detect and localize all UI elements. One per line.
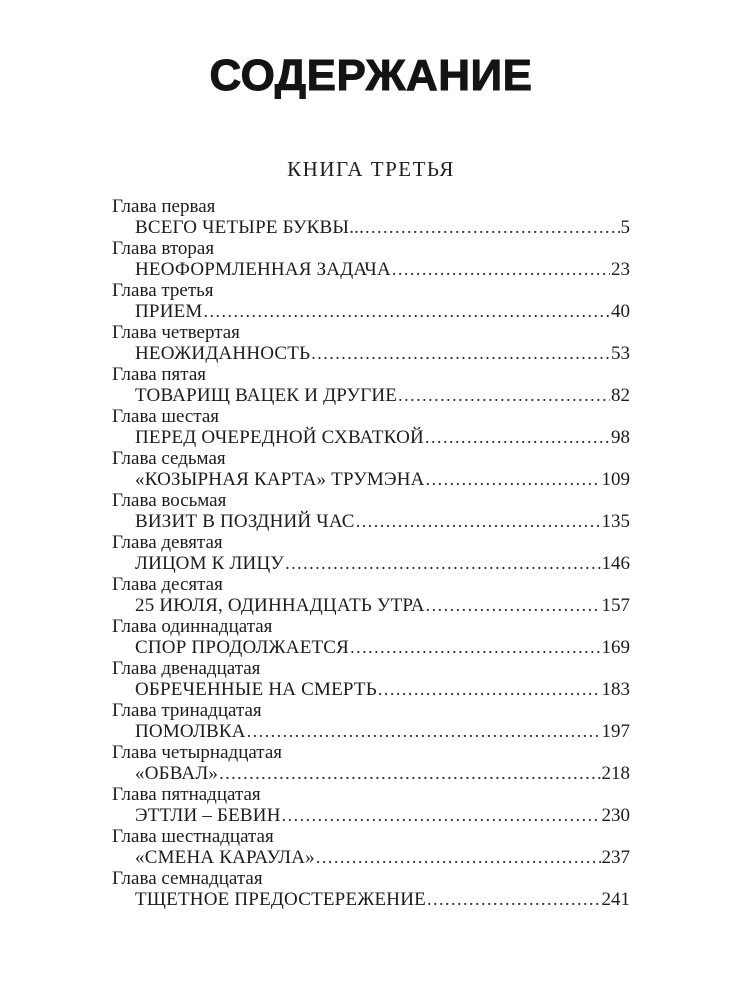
dot-leader	[316, 847, 601, 868]
dot-leader	[392, 259, 610, 280]
dot-leader	[311, 343, 610, 364]
chapter-title-line	[112, 721, 630, 742]
chapter-label: Глава шестая	[112, 406, 220, 428]
chapter-title: НЕОЖИДАННОСТЬ	[135, 343, 311, 365]
chapter-label: Глава одиннадцатая	[112, 616, 273, 638]
dot-leader	[204, 301, 610, 322]
dot-leader	[285, 553, 600, 574]
chapter-label: Глава шестнадцатая	[112, 826, 274, 848]
chapter-label: Глава первая	[112, 196, 216, 218]
page-number: 169	[601, 637, 630, 659]
table-of-contents	[112, 196, 630, 910]
dot-leader	[425, 427, 610, 448]
chapter-title-line	[112, 679, 630, 700]
section-heading: КНИГА ТРЕТЬЯ	[287, 157, 455, 182]
chapter-title: «ОБВАЛ»	[135, 763, 219, 785]
chapter-title-line	[112, 595, 630, 616]
chapter-title-line	[112, 301, 630, 322]
chapter-title: «СМЕНА КАРАУЛА»	[135, 847, 315, 869]
page-number: 157	[601, 595, 630, 617]
page-number: 218	[601, 763, 630, 785]
chapter-label: Глава восьмая	[112, 490, 227, 512]
page-number: 135	[601, 511, 630, 533]
page-number: 82	[611, 385, 630, 407]
toc-entry	[112, 616, 630, 658]
chapter-label: Глава девятая	[112, 532, 223, 554]
chapter-label: Глава семнадцатая	[112, 868, 263, 890]
toc-entry	[112, 490, 630, 532]
page-number: 98	[611, 427, 630, 449]
toc-entry	[112, 826, 630, 868]
chapter-label: Глава двенадцатая	[112, 658, 261, 680]
dot-leader	[247, 721, 601, 742]
chapter-title-line	[112, 217, 630, 238]
chapter-label: Глава десятая	[112, 574, 223, 596]
toc-entry	[112, 364, 630, 406]
chapter-title: ВИЗИТ В ПОЗДНИЙ ЧАС	[135, 511, 355, 533]
chapter-title: ЭТТЛИ – БЕВИН	[135, 805, 281, 827]
chapter-label: Глава пятнадцатая	[112, 784, 261, 806]
toc-entry	[112, 658, 630, 700]
chapter-title: СПОР ПРОДОЛЖАЕТСЯ	[135, 637, 350, 659]
toc-entry	[112, 406, 630, 448]
toc-entry	[112, 574, 630, 616]
chapter-title: 25 ИЮЛЯ, ОДИННАДЦАТЬ УТРА	[135, 595, 425, 617]
dot-leader	[378, 679, 601, 700]
chapter-title: ПОМОЛВКА	[135, 721, 246, 743]
toc-entry	[112, 868, 630, 910]
page-number: 23	[611, 259, 630, 281]
page-number: 5	[620, 217, 630, 239]
toc-entry	[112, 784, 630, 826]
dot-leader	[426, 469, 601, 490]
dot-leader	[365, 217, 619, 238]
page-number: 183	[601, 679, 630, 701]
page-number: 53	[611, 343, 630, 365]
chapter-title-line	[112, 259, 630, 280]
page-number: 197	[601, 721, 630, 743]
chapter-title: ВСЕГО ЧЕТЫРЕ БУКВЫ...	[135, 217, 365, 239]
chapter-title-line	[112, 469, 630, 490]
chapter-label: Глава четвертая	[112, 322, 240, 344]
chapter-title: ОБРЕЧЕННЫЕ НА СМЕРТЬ	[135, 679, 377, 701]
dot-leader	[219, 763, 600, 784]
dot-leader	[427, 889, 601, 910]
toc-entry	[112, 280, 630, 322]
page-number: 237	[601, 847, 630, 869]
chapter-title-line	[112, 763, 630, 784]
chapter-title-line	[112, 511, 630, 532]
dot-leader	[282, 805, 601, 826]
chapter-title-line	[112, 889, 630, 910]
toc-entry	[112, 238, 630, 280]
dot-leader	[426, 595, 601, 616]
page-number: 241	[601, 889, 630, 911]
chapter-label: Глава седьмая	[112, 448, 226, 470]
dot-leader	[350, 637, 600, 658]
chapter-title: ТЩЕТНОЕ ПРЕДОСТЕРЕЖЕНИЕ	[135, 889, 426, 911]
chapter-label: Глава третья	[112, 280, 214, 302]
chapter-title-line	[112, 385, 630, 406]
toc-entry	[112, 196, 630, 238]
chapter-title: ТОВАРИЩ ВАЦЕК И ДРУГИЕ	[135, 385, 398, 407]
chapter-title-line	[112, 553, 630, 574]
chapter-title-line	[112, 427, 630, 448]
page-number: 40	[611, 301, 630, 323]
dot-leader	[356, 511, 601, 532]
toc-entry	[112, 742, 630, 784]
toc-entry	[112, 700, 630, 742]
chapter-label: Глава пятая	[112, 364, 206, 386]
chapter-label: Глава четырнадцатая	[112, 742, 283, 764]
chapter-title-line	[112, 847, 630, 868]
page-number: 146	[601, 553, 630, 575]
page-title: СОДЕРЖАНИЕ	[209, 51, 533, 100]
toc-entry	[112, 322, 630, 364]
chapter-title: «КОЗЫРНАЯ КАРТА» ТРУМЭНА	[135, 469, 425, 491]
chapter-title-line	[112, 343, 630, 364]
dot-leader	[398, 385, 610, 406]
chapter-title-line	[112, 805, 630, 826]
chapter-title: ПРИЕМ	[135, 301, 203, 323]
chapter-title: НЕОФОРМЛЕННАЯ ЗАДАЧА	[135, 259, 391, 281]
page-number: 109	[601, 469, 630, 491]
toc-entry	[112, 532, 630, 574]
chapter-label: Глава тринадцатая	[112, 700, 262, 722]
chapter-title: ЛИЦОМ К ЛИЦУ	[135, 553, 285, 575]
toc-entry	[112, 448, 630, 490]
chapter-title: ПЕРЕД ОЧЕРЕДНОЙ СХВАТКОЙ	[135, 427, 424, 449]
chapter-title-line	[112, 637, 630, 658]
page-number: 230	[601, 805, 630, 827]
chapter-label: Глава вторая	[112, 238, 215, 260]
